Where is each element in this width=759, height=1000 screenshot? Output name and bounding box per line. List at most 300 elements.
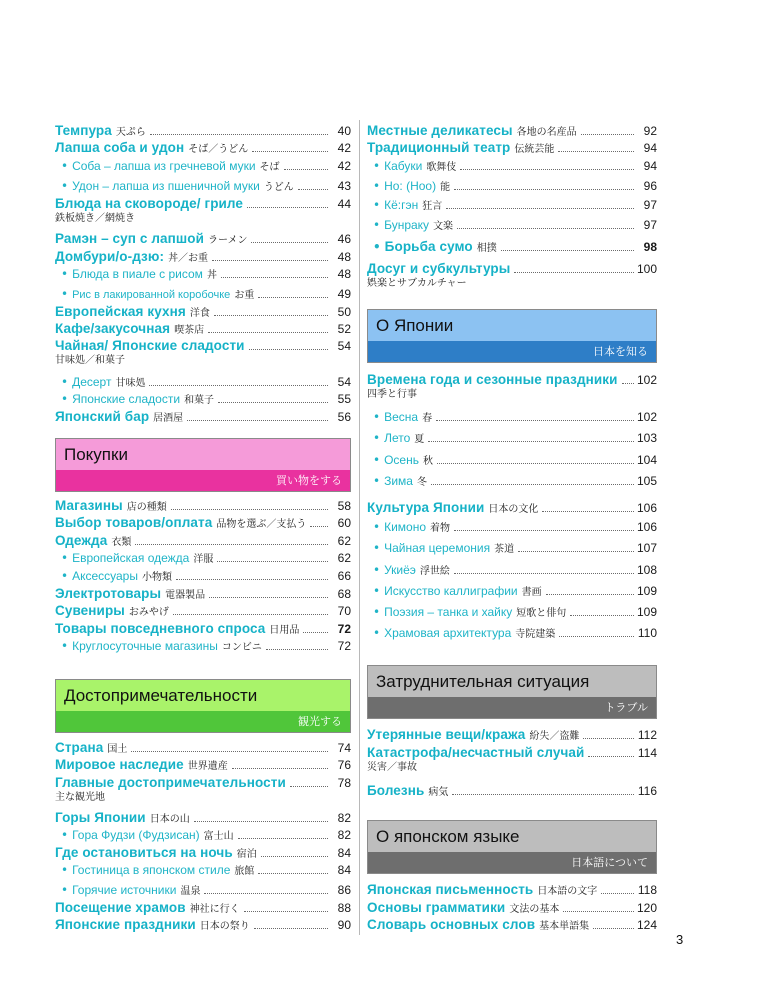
bullet-icon: • [373, 541, 381, 555]
entry-title: Кё:гэн [384, 198, 419, 212]
bullet-icon: • [61, 828, 69, 842]
entry-japanese: 和菓子 [184, 395, 215, 406]
leader-dots [249, 349, 328, 350]
bullet-icon: • [373, 474, 381, 488]
page-number: 109 [636, 605, 657, 619]
leader-dots [452, 794, 634, 795]
section-header-about-japan[interactable] [367, 309, 657, 363]
leader-dots [217, 561, 328, 562]
entry-japanese: 各地の名産品 [516, 127, 577, 138]
entry-title: Домбури/о-дзю: [55, 249, 165, 264]
toc-entry-teppanyaki[interactable] [55, 195, 351, 229]
toc-entry-sumo[interactable] [367, 238, 657, 260]
section-subtitle: 日本語について [368, 852, 656, 873]
section-title: Покупки [56, 439, 350, 470]
page-number: 97 [643, 198, 657, 212]
entry-title: Японские праздники [55, 917, 196, 932]
leader-dots [460, 169, 634, 170]
toc-entry-kabuki[interactable] [367, 157, 657, 179]
entry-title: Одежда [55, 533, 108, 548]
toc-entry-tea-ceremony[interactable] [367, 539, 657, 561]
leader-dots [176, 579, 328, 580]
section-subtitle: 観光する [56, 711, 350, 732]
leader-dots [559, 636, 634, 637]
entry-title: Но: (Ноо) [384, 179, 437, 193]
entry-japanese: 四季と行事 [367, 389, 417, 400]
entry-japanese: 狂言 [422, 201, 443, 212]
page-number: 82 [337, 811, 351, 825]
toc-entry-calligraphy[interactable] [367, 582, 657, 604]
entry-title: Темпура [55, 123, 112, 138]
bullet-icon: • [373, 605, 381, 619]
entry-title: Лето [384, 431, 411, 445]
entry-title: Японский бар [55, 409, 150, 424]
entry-title: Борьба сумо [384, 239, 473, 254]
entry-title: Соба – лапша из гречневой муки [72, 159, 256, 173]
entry-title: Чайная церемония [384, 541, 491, 555]
entry-japanese: 国土 [107, 744, 128, 755]
leader-dots [454, 530, 634, 531]
leader-dots [518, 551, 634, 552]
leader-dots [209, 597, 328, 598]
section-subtitle: 買い物をする [56, 470, 350, 491]
entry-japanese: 娯楽とサブカルチャー [367, 278, 467, 289]
entry-japanese: お重 [234, 290, 255, 301]
entry-title: Весна [384, 410, 419, 424]
bullet-icon: • [61, 883, 69, 897]
entry-title: Посещение храмов [55, 900, 186, 915]
entry-title: Страна [55, 740, 104, 755]
bullet-icon: • [61, 375, 69, 389]
toc-entry-festivals[interactable] [55, 916, 351, 938]
page-number: 94 [643, 159, 657, 173]
entry-japanese: 主な観光地 [55, 792, 105, 803]
entry-title: Сувениры [55, 603, 125, 618]
entry-japanese: 神社に行く [189, 904, 240, 915]
page-number: 92 [643, 124, 657, 138]
entry-japanese: 宿泊 [236, 849, 257, 860]
leader-dots [221, 277, 328, 278]
entry-title: Электротовары [55, 586, 162, 601]
page-number: 52 [337, 322, 351, 336]
page-number: 107 [636, 541, 657, 555]
entry-japanese: 夏 [414, 434, 425, 445]
toc-entry-ryokan[interactable] [55, 861, 351, 883]
page-number: 66 [337, 569, 351, 583]
page-number: 110 [637, 626, 657, 640]
leader-dots [218, 402, 328, 403]
entry-japanese: 茶道 [494, 544, 515, 555]
leader-dots [149, 385, 328, 386]
section-header-shopping[interactable] [55, 438, 351, 492]
leader-dots [214, 315, 328, 316]
section-header-sights[interactable] [55, 679, 351, 733]
leader-dots [558, 151, 634, 152]
leader-dots [501, 250, 634, 251]
leader-dots [570, 615, 634, 616]
toc-entry-kimono[interactable] [367, 518, 657, 540]
page-number: 70 [337, 604, 351, 618]
entry-title: Бунраку [384, 218, 430, 232]
toc-entry-poetry[interactable] [367, 603, 657, 625]
leader-dots [437, 463, 634, 464]
entry-title: Искусство каллиграфии [384, 584, 518, 598]
entry-japanese: 紛失／盗難 [529, 731, 580, 742]
toc-entry-seasons[interactable] [367, 371, 657, 405]
entry-title: Магазины [55, 498, 123, 513]
leader-dots [431, 484, 634, 485]
entry-title: Кимоно [384, 520, 426, 534]
page-number: 54 [337, 339, 351, 353]
entry-title: Гостиница в японском стиле [72, 863, 231, 877]
leader-dots [171, 509, 328, 510]
section-title: О Японии [368, 310, 656, 341]
entry-title: Поэзия – танка и хайку [384, 605, 513, 619]
toc-entry-convenience-stores[interactable] [55, 637, 351, 659]
toc-entry-winter[interactable] [367, 472, 657, 494]
leader-dots [284, 169, 328, 170]
entry-title: Главные достопримечательности [55, 775, 286, 790]
bullet-icon: • [373, 626, 381, 640]
entry-japanese: 相撲 [476, 243, 497, 254]
page-number-footer: 3 [676, 932, 684, 947]
section-title: Достопримечательности [56, 680, 350, 711]
bullet-icon: • [373, 159, 381, 173]
bullet-icon: • [61, 159, 69, 173]
page-number: 58 [337, 499, 351, 513]
page-number: 48 [337, 267, 351, 281]
entry-title: Горячие источники [72, 883, 177, 897]
leader-dots [208, 332, 328, 333]
leader-dots [131, 751, 328, 752]
page-number: 120 [636, 901, 657, 915]
entry-japanese: 甘味処／和菓子 [55, 355, 125, 366]
bullet-icon: • [61, 569, 69, 583]
entry-title: Удон – лапша из пшеничной муки [72, 179, 260, 193]
entry-title: Культура Японии [367, 500, 485, 515]
leader-dots [588, 756, 634, 757]
page-number: 68 [337, 587, 351, 601]
leader-dots [135, 544, 328, 545]
page-number: 84 [337, 846, 351, 860]
page-number: 102 [636, 410, 657, 424]
page-number: 96 [643, 179, 657, 193]
page-number: 88 [337, 901, 351, 915]
bullet-icon: • [373, 198, 381, 212]
entry-title: Европейская кухня [55, 304, 186, 319]
entry-japanese: そば／うどん [188, 144, 249, 155]
toc-entry-soba[interactable] [55, 157, 351, 179]
section-header-trouble[interactable] [367, 665, 657, 719]
page-number: 124 [636, 918, 657, 932]
leader-dots [258, 297, 328, 298]
entry-japanese: 日本の祭り [199, 921, 250, 932]
page-number: 105 [636, 474, 657, 488]
page-number: 46 [337, 232, 351, 246]
entry-title: Зима [384, 474, 413, 488]
entry-title: Мировое наследие [55, 757, 184, 772]
section-title: Затруднительная ситуация [368, 666, 656, 697]
page-number: 106 [636, 520, 657, 534]
entry-title: Местные деликатесы [367, 123, 513, 138]
entry-title: Горы Японии [55, 810, 146, 825]
entry-japanese: 甘味処 [115, 378, 146, 389]
page-number: 62 [337, 534, 351, 548]
entry-title: Кабуки [384, 159, 423, 173]
page-number: 103 [636, 431, 657, 445]
column-divider [359, 120, 360, 935]
entry-japanese: 短歌と俳句 [516, 608, 567, 619]
page-number: 109 [636, 584, 657, 598]
toc-entry-teahouse[interactable] [55, 337, 351, 371]
entry-japanese: 日本の山 [149, 814, 190, 825]
entry-title: Рамэн – суп с лапшой [55, 231, 204, 246]
entry-title: Времена года и сезонные праздники [367, 372, 618, 387]
entry-japanese: 富士山 [203, 831, 234, 842]
leader-dots [247, 207, 328, 208]
entry-title: Выбор товаров/оплата [55, 515, 213, 530]
leader-dots [583, 738, 634, 739]
leader-dots [254, 928, 328, 929]
leader-dots [542, 511, 634, 512]
page-number: 74 [337, 741, 351, 755]
entry-japanese: 洋服 [193, 554, 214, 565]
toc-entry-disaster[interactable] [367, 744, 657, 778]
entry-japanese: 小物類 [141, 572, 172, 583]
leader-dots [310, 526, 328, 527]
leader-dots [601, 893, 634, 894]
entry-japanese: 衣類 [111, 537, 132, 548]
entry-title: Лапша соба и удон [55, 140, 185, 155]
bullet-icon: • [373, 179, 381, 193]
entry-japanese: 災害／事故 [367, 762, 417, 773]
leader-dots [622, 383, 634, 384]
entry-title: Основы грамматики [367, 900, 506, 915]
page-number: 86 [337, 883, 351, 897]
entry-japanese: 秋 [422, 456, 433, 467]
entry-japanese: 日本の文化 [488, 504, 539, 515]
leader-dots [251, 242, 328, 243]
leader-dots [173, 614, 328, 615]
page-number: 40 [337, 124, 351, 138]
leader-dots [454, 573, 634, 574]
leader-dots [290, 786, 328, 787]
leader-dots [563, 911, 634, 912]
page-number: 112 [637, 728, 657, 742]
entry-japanese: そば [259, 162, 280, 173]
leader-dots [238, 838, 328, 839]
toc-entry-rice-bowl[interactable] [55, 265, 351, 287]
toc-entry-kyogen[interactable] [367, 196, 657, 218]
entry-title: Чайная/ Японские сладости [55, 338, 245, 353]
toc-entry-bunraku[interactable] [367, 216, 657, 238]
entry-japanese: 基本単語集 [539, 921, 590, 932]
leader-dots [446, 208, 634, 209]
bullet-icon: • [373, 563, 381, 577]
entry-title: Десерт [72, 375, 112, 389]
toc-entry-illness[interactable] [367, 782, 657, 804]
leader-dots [252, 151, 328, 152]
entry-title: Японская письменность [367, 882, 534, 897]
leader-dots [436, 420, 634, 421]
leader-dots [212, 260, 328, 261]
entry-title: Утерянные вещи/кража [367, 727, 526, 742]
entry-japanese: 日用品 [269, 625, 300, 636]
entry-japanese: 旅館 [234, 866, 255, 877]
page-number: 104 [636, 453, 657, 467]
toc-entry-leisure[interactable] [367, 260, 657, 294]
toc-entry-summer[interactable] [367, 429, 657, 451]
bullet-icon: • [61, 287, 69, 301]
page-number: 50 [337, 305, 351, 319]
page-number: 116 [637, 784, 657, 798]
entry-japanese: 品物を選ぶ／支払う [216, 519, 307, 530]
leader-dots [204, 893, 328, 894]
entry-japanese: 鉄板焼き／網焼き [55, 213, 135, 224]
toc-entry-izakaya[interactable] [55, 408, 351, 430]
entry-japanese: ラーメン [207, 235, 248, 246]
section-header-language[interactable] [367, 820, 657, 874]
bullet-icon: • [373, 410, 381, 424]
entry-japanese: 伝統芸能 [514, 144, 555, 155]
entry-title: Аксессуары [72, 569, 138, 583]
entry-title: Блюда в пиале с рисом [72, 267, 203, 281]
leader-dots [298, 189, 328, 190]
entry-japanese: 文法の基本 [509, 904, 560, 915]
leader-dots [194, 821, 328, 822]
bullet-icon: • [373, 240, 381, 254]
page-number: 48 [337, 250, 351, 264]
section-subtitle: 日本を知る [368, 341, 656, 362]
entry-japanese: 洋食 [189, 308, 210, 319]
entry-title: Досуг и субкультуры [367, 261, 511, 276]
entry-title: Европейская одежда [72, 551, 190, 565]
bullet-icon: • [373, 520, 381, 534]
page-number: 43 [337, 179, 351, 193]
page-number: 102 [636, 373, 657, 387]
entry-japanese: おみやげ [128, 607, 169, 618]
entry-japanese: 書画 [521, 587, 542, 598]
entry-japanese: 温泉 [180, 886, 201, 897]
page-number: 60 [337, 516, 351, 530]
entry-japanese: 歌舞伎 [426, 162, 457, 173]
page-number: 54 [337, 375, 351, 389]
leader-dots [258, 873, 328, 874]
entry-japanese: 丼／お重 [168, 253, 209, 264]
page-number: 108 [636, 563, 657, 577]
page-number: 72 [337, 622, 351, 636]
section-subtitle: トラブル [368, 697, 656, 718]
entry-title: Блюда на сковороде/ гриле [55, 196, 244, 211]
leader-dots [261, 856, 328, 857]
leader-dots [266, 649, 328, 650]
page-number: 42 [337, 141, 351, 155]
bullet-icon: • [373, 218, 381, 232]
entry-title: Укиёэ [384, 563, 416, 577]
page-number: 62 [337, 551, 351, 565]
page-number: 97 [643, 218, 657, 232]
leader-dots [593, 928, 634, 929]
page-number: 94 [643, 141, 657, 155]
entry-japanese: 店の種類 [126, 502, 167, 513]
toc-entry-main-sights[interactable] [55, 774, 351, 808]
entry-japanese: 日本語の文字 [537, 886, 598, 897]
toc-entry-vocabulary[interactable] [367, 916, 657, 938]
bullet-icon: • [61, 863, 69, 877]
entry-japanese: 天ぷら [115, 127, 146, 138]
bullet-icon: • [373, 453, 381, 467]
entry-title: Кафе/закусочная [55, 321, 171, 336]
entry-title: Гора Фудзи (Фудзисан) [72, 828, 200, 842]
bullet-icon: • [61, 639, 69, 653]
page-number: 72 [337, 639, 351, 653]
leader-dots [546, 594, 634, 595]
entry-title: Товары повседневного спроса [55, 621, 266, 636]
entry-title: Рис в лакированной коробочке [72, 289, 231, 301]
entry-japanese: うどん [263, 182, 294, 193]
page-number: 98 [643, 240, 657, 254]
leader-dots [581, 134, 634, 135]
bullet-icon: • [61, 179, 69, 193]
entry-title: Словарь основных слов [367, 917, 536, 932]
toc-entry-spring[interactable] [367, 408, 657, 430]
page-number: 42 [337, 159, 351, 173]
leader-dots [428, 441, 634, 442]
bullet-icon: • [61, 267, 69, 281]
entry-japanese: コンビニ [221, 642, 262, 653]
entry-japanese: 冬 [416, 477, 427, 488]
entry-japanese: 喫茶店 [174, 325, 205, 336]
leader-dots [150, 134, 328, 135]
page-number: 106 [636, 501, 657, 515]
entry-title: Японские сладости [72, 392, 181, 406]
toc-entry-ukiyoe[interactable] [367, 561, 657, 583]
page-number: 118 [637, 883, 657, 897]
entry-japanese: 世界遺産 [187, 761, 228, 772]
page-number: 84 [337, 863, 351, 877]
leader-dots [232, 768, 328, 769]
entry-title: Где остановиться на ночь [55, 845, 233, 860]
page-number: 82 [337, 828, 351, 842]
entry-japanese: 文楽 [433, 221, 454, 232]
page-number: 114 [637, 746, 657, 760]
entry-title: Круглосуточные магазины [72, 639, 218, 653]
page-number: 56 [337, 410, 351, 424]
section-title: О японском языке [368, 821, 656, 852]
page-number: 78 [337, 776, 351, 790]
entry-title: Осень [384, 453, 419, 467]
bullet-icon: • [373, 431, 381, 445]
page-number: 76 [337, 758, 351, 772]
entry-japanese: 居酒屋 [153, 413, 184, 424]
entry-japanese: 能 [440, 182, 451, 193]
entry-title: Храмовая архитектура [384, 626, 512, 640]
toc-entry-temple-architecture[interactable] [367, 624, 657, 646]
entry-title: Катастрофа/несчастный случай [367, 745, 585, 760]
page-number: 44 [337, 197, 351, 211]
leader-dots [303, 632, 328, 633]
entry-japanese: 電器製品 [165, 590, 206, 601]
page-number: 100 [636, 262, 657, 276]
toc-entry-autumn[interactable] [367, 451, 657, 473]
leader-dots [454, 189, 634, 190]
leader-dots [514, 272, 634, 273]
bullet-icon: • [61, 551, 69, 565]
entry-japanese: 寺院建築 [515, 629, 556, 640]
entry-japanese: 病気 [428, 787, 449, 798]
page-number: 55 [337, 392, 351, 406]
page-number: 49 [337, 287, 351, 301]
